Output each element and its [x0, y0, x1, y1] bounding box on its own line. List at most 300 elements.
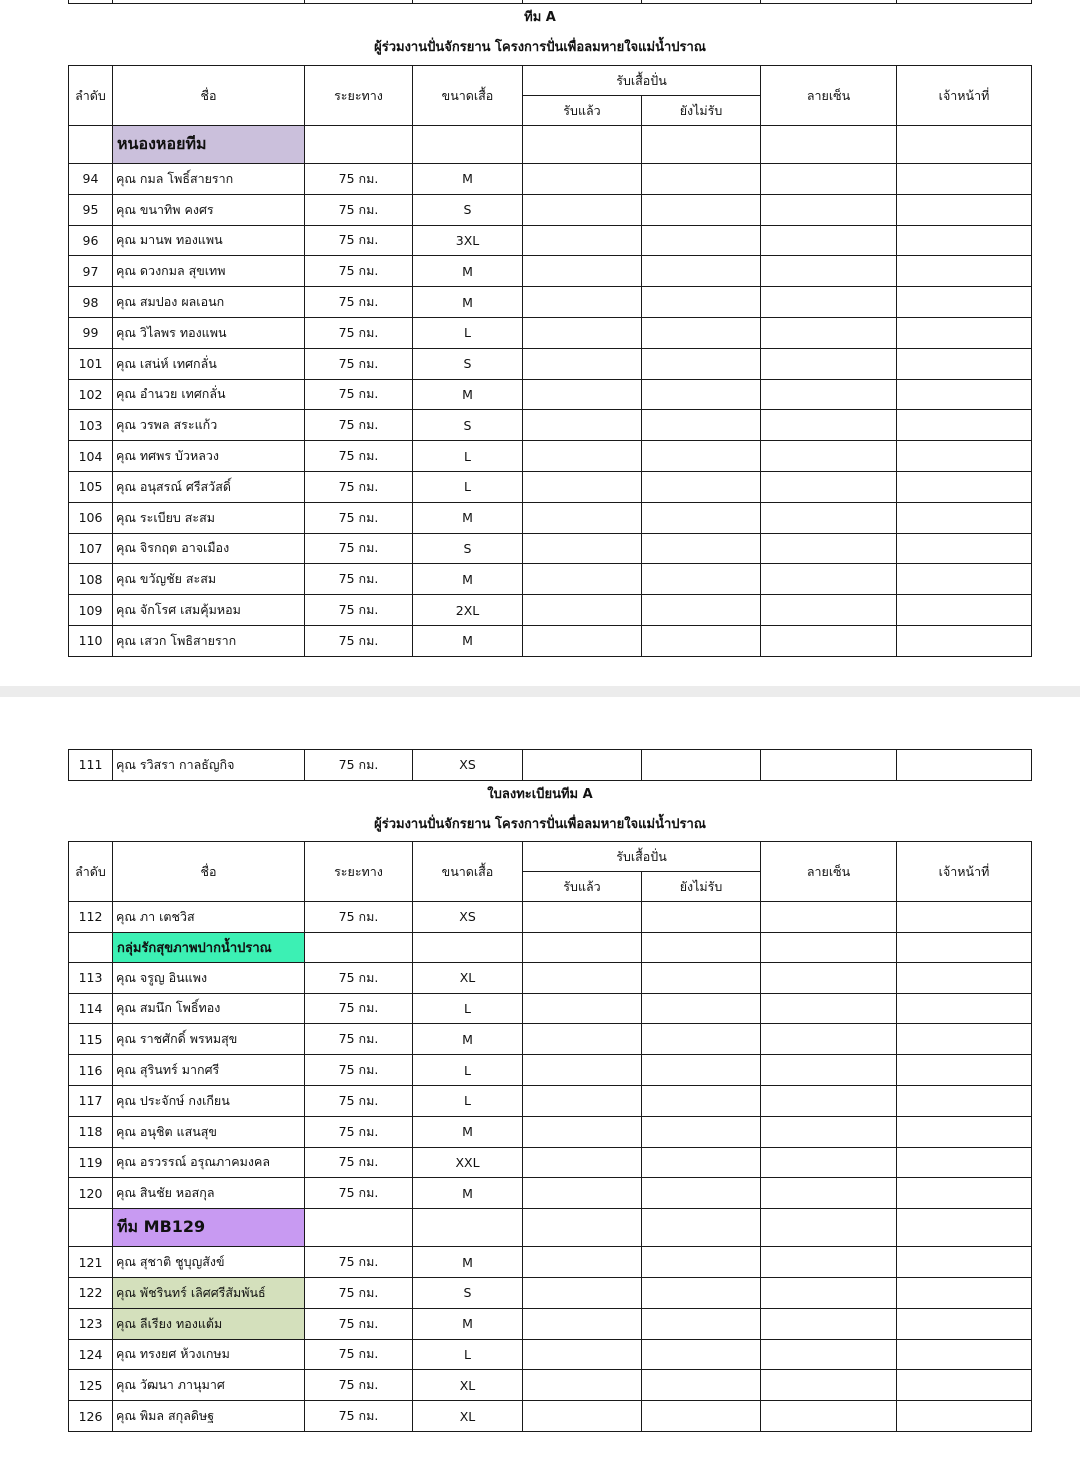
row-no: 117	[69, 1085, 113, 1116]
row-name: คุณ วัฒนา ภานุมาศ	[113, 1370, 305, 1401]
not-received-cell[interactable]	[642, 348, 761, 379]
row-name: คุณ เสวก โพธิสายราก	[113, 625, 305, 656]
table-row	[69, 1277, 1032, 1308]
staff-cell[interactable]	[897, 1024, 1032, 1055]
signature-cell[interactable]	[761, 1085, 897, 1116]
row-size: S	[413, 410, 523, 441]
received-cell[interactable]	[523, 902, 642, 933]
row-name: คุณ ลีเรียง ทองแต้ม	[113, 1308, 305, 1339]
staff-cell[interactable]	[897, 1370, 1032, 1401]
group-label: กลุ่มรักสุขภาพปากน้ำปราณ	[113, 932, 305, 962]
row-no: 103	[69, 410, 113, 441]
received-cell[interactable]	[523, 1024, 642, 1055]
row-no: 105	[69, 471, 113, 502]
row-distance: 75 กม.	[305, 502, 413, 533]
row-no: 94	[69, 164, 113, 195]
received-cell[interactable]	[523, 256, 642, 287]
received-cell[interactable]	[523, 1116, 642, 1147]
received-cell[interactable]	[523, 533, 642, 564]
staff-cell[interactable]	[897, 902, 1032, 933]
received-cell[interactable]	[523, 1247, 642, 1278]
signature-cell[interactable]	[761, 993, 897, 1024]
row-name: คุณ รวิสรา กาลธัญกิจ	[113, 750, 305, 781]
staff-cell[interactable]	[897, 225, 1032, 256]
staff-cell[interactable]	[897, 564, 1032, 595]
row-no: 101	[69, 348, 113, 379]
row-no: 116	[69, 1055, 113, 1086]
table-row	[69, 1178, 1032, 1209]
not-received-cell[interactable]	[642, 1277, 761, 1308]
row-distance: 75 กม.	[305, 1277, 413, 1308]
not-received-cell[interactable]	[642, 194, 761, 225]
table-row	[69, 595, 1032, 626]
not-received-cell[interactable]	[642, 256, 761, 287]
row-distance: 75 กม.	[305, 962, 413, 993]
not-received-cell[interactable]	[642, 1370, 761, 1401]
header-name: ชื่อ	[113, 842, 305, 902]
row-distance: 75 กม.	[305, 410, 413, 441]
row-no: 110	[69, 625, 113, 656]
received-cell[interactable]	[523, 1277, 642, 1308]
staff-cell[interactable]	[897, 993, 1032, 1024]
row-name: คุณ ระเบียบ สะสม	[113, 502, 305, 533]
signature-cell[interactable]	[761, 533, 897, 564]
received-cell[interactable]	[523, 962, 642, 993]
staff-cell[interactable]	[897, 1277, 1032, 1308]
sheet-title: ใบลงทะเบียนทีม A	[487, 787, 593, 802]
received-cell[interactable]	[523, 441, 642, 472]
table-row	[69, 441, 1032, 472]
signature-cell[interactable]	[761, 1116, 897, 1147]
row-name: คุณ ประจักษ์ กงเกียน	[113, 1085, 305, 1116]
row-distance: 75 กม.	[305, 750, 413, 781]
row-no: 119	[69, 1147, 113, 1178]
row-size: L	[413, 993, 523, 1024]
row-size: M	[413, 1116, 523, 1147]
row-size: M	[413, 379, 523, 410]
signature-cell[interactable]	[761, 194, 897, 225]
row-size: XXL	[413, 1147, 523, 1178]
header-distance: ระยะทาง	[305, 66, 413, 126]
row-name: คุณ สมนึก โพธิ์ทอง	[113, 993, 305, 1024]
row-distance: 75 กม.	[305, 164, 413, 195]
not-received-cell[interactable]	[642, 441, 761, 472]
not-received-cell[interactable]	[642, 993, 761, 1024]
row-no: 111	[69, 750, 113, 781]
signature-cell[interactable]	[761, 1247, 897, 1278]
row-no: 96	[69, 225, 113, 256]
row-size: L	[413, 1339, 523, 1370]
received-cell[interactable]	[523, 1339, 642, 1370]
staff-cell[interactable]	[897, 1085, 1032, 1116]
row-name: คุณ อำนวย เทศกลั่น	[113, 379, 305, 410]
staff-cell[interactable]	[897, 1339, 1032, 1370]
table-row	[69, 750, 1032, 781]
group-row	[69, 126, 1032, 164]
row-distance: 75 กม.	[305, 902, 413, 933]
row-distance: 75 กม.	[305, 1308, 413, 1339]
row-distance: 75 กม.	[305, 1370, 413, 1401]
row-size: L	[413, 317, 523, 348]
table-row	[69, 471, 1032, 502]
staff-cell[interactable]	[897, 164, 1032, 195]
staff-cell[interactable]	[897, 1116, 1032, 1147]
row-distance: 75 กม.	[305, 1401, 413, 1432]
row-size: M	[413, 502, 523, 533]
not-received-cell[interactable]	[642, 317, 761, 348]
row-distance: 75 กม.	[305, 379, 413, 410]
row-distance: 75 กม.	[305, 287, 413, 318]
signature-cell[interactable]	[761, 564, 897, 595]
table-row	[69, 564, 1032, 595]
header-signature: ลายเซ็น	[761, 66, 897, 126]
not-received-cell[interactable]	[642, 750, 761, 781]
header-name: ชื่อ	[113, 66, 305, 126]
received-cell[interactable]	[523, 225, 642, 256]
row-name: คุณ จิรกฤต อาจเมือง	[113, 533, 305, 564]
row-name: คุณ อนุสรณ์ ศรีสวัสดิ์	[113, 471, 305, 502]
received-cell[interactable]	[523, 1178, 642, 1209]
row-distance: 75 กม.	[305, 1055, 413, 1086]
table-row	[69, 410, 1032, 441]
row-name: คุณ เสน่ห์ เทศกลั่น	[113, 348, 305, 379]
table-row	[69, 533, 1032, 564]
signature-cell[interactable]	[761, 348, 897, 379]
row-size: XS	[413, 902, 523, 933]
received-cell[interactable]	[523, 1147, 642, 1178]
page-subtitle: ผู้ร่วมงานปั่นจักรยาน โครงการปั่นเพื่อลมหายใจแม่น้ำปราณ	[374, 817, 706, 832]
row-size: XL	[413, 1401, 523, 1432]
table-row	[69, 348, 1032, 379]
signature-cell[interactable]	[761, 1277, 897, 1308]
header-staff: เจ้าหน้าที่	[897, 66, 1032, 126]
header-no: ลำดับ	[69, 842, 113, 902]
signature-cell[interactable]	[761, 1147, 897, 1178]
staff-cell[interactable]	[897, 256, 1032, 287]
row-no: 113	[69, 962, 113, 993]
row-size: S	[413, 348, 523, 379]
table-row	[69, 902, 1032, 933]
received-cell[interactable]	[523, 595, 642, 626]
registration-sheet-page-1	[0, 0, 1080, 686]
staff-cell[interactable]	[897, 1055, 1032, 1086]
header-staff: เจ้าหน้าที่	[897, 842, 1032, 902]
row-no: 125	[69, 1370, 113, 1401]
staff-cell[interactable]	[897, 1401, 1032, 1432]
not-received-cell[interactable]	[642, 1178, 761, 1209]
row-size: 3XL	[413, 225, 523, 256]
received-cell[interactable]	[523, 750, 642, 781]
row-size: XL	[413, 1370, 523, 1401]
signature-cell[interactable]	[761, 595, 897, 626]
signature-cell[interactable]	[761, 379, 897, 410]
table-row	[69, 625, 1032, 656]
table-row	[69, 164, 1032, 195]
row-no: 124	[69, 1339, 113, 1370]
row-name: คุณ สุรินทร์ มากศรี	[113, 1055, 305, 1086]
received-cell[interactable]	[523, 625, 642, 656]
not-received-cell[interactable]	[642, 1401, 761, 1432]
row-name: คุณ สมปอง ผลเอนก	[113, 287, 305, 318]
not-received-cell[interactable]	[642, 164, 761, 195]
row-name: คุณ ทศพร บัวหลวง	[113, 441, 305, 472]
signature-cell[interactable]	[761, 225, 897, 256]
signature-cell[interactable]	[761, 625, 897, 656]
not-received-cell[interactable]	[642, 379, 761, 410]
signature-cell[interactable]	[761, 1401, 897, 1432]
not-received-cell[interactable]	[642, 564, 761, 595]
row-name: คุณ ทรงยศ ห้วงเกษม	[113, 1339, 305, 1370]
not-received-cell[interactable]	[642, 533, 761, 564]
signature-cell[interactable]	[761, 317, 897, 348]
header-shirt-size: ขนาดเสื้อ	[413, 66, 523, 126]
signature-cell[interactable]	[761, 164, 897, 195]
received-cell[interactable]	[523, 1370, 642, 1401]
row-size: L	[413, 1055, 523, 1086]
staff-cell[interactable]	[897, 502, 1032, 533]
row-distance: 75 กม.	[305, 1178, 413, 1209]
row-distance: 75 กม.	[305, 625, 413, 656]
not-received-cell[interactable]	[642, 1024, 761, 1055]
row-name: คุณ จักโรศ เสมคุ้มหอม	[113, 595, 305, 626]
not-received-cell[interactable]	[642, 225, 761, 256]
table-row	[69, 1085, 1032, 1116]
not-received-cell[interactable]	[642, 1085, 761, 1116]
row-size: M	[413, 625, 523, 656]
header-received: รับแล้ว	[523, 96, 642, 126]
received-cell[interactable]	[523, 1401, 642, 1432]
row-distance: 75 กม.	[305, 1147, 413, 1178]
received-cell[interactable]	[523, 348, 642, 379]
received-cell[interactable]	[523, 471, 642, 502]
staff-cell[interactable]	[897, 1178, 1032, 1209]
row-size: M	[413, 1308, 523, 1339]
row-no: 126	[69, 1401, 113, 1432]
staff-cell[interactable]	[897, 625, 1032, 656]
row-distance: 75 กม.	[305, 1116, 413, 1147]
received-cell[interactable]	[523, 1085, 642, 1116]
row-distance: 75 กม.	[305, 1339, 413, 1370]
row-no: 98	[69, 287, 113, 318]
received-cell[interactable]	[523, 502, 642, 533]
not-received-cell[interactable]	[642, 471, 761, 502]
not-received-cell[interactable]	[642, 625, 761, 656]
row-no: 107	[69, 533, 113, 564]
page-subtitle: ผู้ร่วมงานปั่นจักรยาน โครงการปั่นเพื่อลมหายใจแม่น้ำปราณ	[374, 40, 706, 55]
staff-cell[interactable]	[897, 441, 1032, 472]
carryover-row-table	[68, 749, 1032, 781]
received-cell[interactable]	[523, 410, 642, 441]
staff-cell[interactable]	[897, 1147, 1032, 1178]
received-cell[interactable]	[523, 379, 642, 410]
signature-cell[interactable]	[761, 410, 897, 441]
signature-cell[interactable]	[761, 502, 897, 533]
row-name: คุณ จรูญ อินแพง	[113, 962, 305, 993]
header-distance: ระยะทาง	[305, 842, 413, 902]
not-received-cell[interactable]	[642, 962, 761, 993]
staff-cell[interactable]	[897, 750, 1032, 781]
row-distance: 75 กม.	[305, 1024, 413, 1055]
row-no: 102	[69, 379, 113, 410]
staff-cell[interactable]	[897, 317, 1032, 348]
row-name: คุณ กมล โพธิ์สายราก	[113, 164, 305, 195]
row-name: คุณ พัชรินทร์ เลิศศรีสัมพันธ์	[113, 1277, 305, 1308]
row-no: 120	[69, 1178, 113, 1209]
staff-cell[interactable]	[897, 194, 1032, 225]
not-received-cell[interactable]	[642, 595, 761, 626]
row-size: M	[413, 1024, 523, 1055]
row-size: M	[413, 287, 523, 318]
header-receive-shirt: รับเสื้อปั่น	[523, 842, 761, 872]
row-name: คุณ ราชศักดิ์ พรหมสุข	[113, 1024, 305, 1055]
not-received-cell[interactable]	[642, 1247, 761, 1278]
row-distance: 75 กม.	[305, 471, 413, 502]
not-received-cell[interactable]	[642, 502, 761, 533]
previous-table-edge	[68, 0, 1032, 4]
staff-cell[interactable]	[897, 595, 1032, 626]
signature-cell[interactable]	[761, 1024, 897, 1055]
not-received-cell[interactable]	[642, 410, 761, 441]
signature-cell[interactable]	[761, 750, 897, 781]
header-signature: ลายเซ็น	[761, 842, 897, 902]
row-name: คุณ พิมล สกุลดิษฐ	[113, 1401, 305, 1432]
row-size: S	[413, 533, 523, 564]
signature-cell[interactable]	[761, 256, 897, 287]
table-row	[69, 379, 1032, 410]
staff-cell[interactable]	[897, 1247, 1032, 1278]
not-received-cell[interactable]	[642, 287, 761, 318]
not-received-cell[interactable]	[642, 1116, 761, 1147]
row-distance: 75 กม.	[305, 317, 413, 348]
received-cell[interactable]	[523, 287, 642, 318]
signature-cell[interactable]	[761, 1370, 897, 1401]
row-no: 122	[69, 1277, 113, 1308]
header-no: ลำดับ	[69, 66, 113, 126]
not-received-cell[interactable]	[642, 1147, 761, 1178]
row-size: 2XL	[413, 595, 523, 626]
table-row	[69, 1308, 1032, 1339]
not-received-cell[interactable]	[642, 1308, 761, 1339]
row-no: 104	[69, 441, 113, 472]
group-label: หนองหอยทีม	[113, 126, 305, 164]
staff-cell[interactable]	[897, 348, 1032, 379]
row-name: คุณ อนุชิต แสนสุข	[113, 1116, 305, 1147]
row-size: L	[413, 1085, 523, 1116]
signature-cell[interactable]	[761, 1308, 897, 1339]
table-row	[69, 1370, 1032, 1401]
table-row	[69, 287, 1032, 318]
table-row	[69, 256, 1032, 287]
signature-cell[interactable]	[761, 471, 897, 502]
signature-cell[interactable]	[761, 1339, 897, 1370]
received-cell[interactable]	[523, 164, 642, 195]
row-size: M	[413, 1247, 523, 1278]
table-row	[69, 1401, 1032, 1432]
row-distance: 75 กม.	[305, 993, 413, 1024]
signature-cell[interactable]	[761, 1055, 897, 1086]
table-row	[69, 1147, 1032, 1178]
row-size: S	[413, 194, 523, 225]
row-name: คุณ ดวงกมล สุขเทพ	[113, 256, 305, 287]
staff-cell[interactable]	[897, 379, 1032, 410]
row-name: คุณ ภา เตชวิส	[113, 902, 305, 933]
row-no: 112	[69, 902, 113, 933]
received-cell[interactable]	[523, 1055, 642, 1086]
received-cell[interactable]	[523, 993, 642, 1024]
row-size: XL	[413, 962, 523, 993]
table-row	[69, 225, 1032, 256]
group-label: ทีม MB129	[113, 1209, 305, 1247]
signature-cell[interactable]	[761, 441, 897, 472]
row-no: 97	[69, 256, 113, 287]
row-no: 123	[69, 1308, 113, 1339]
row-distance: 75 กม.	[305, 225, 413, 256]
row-name: คุณ มานพ ทองแพน	[113, 225, 305, 256]
staff-cell[interactable]	[897, 410, 1032, 441]
page-break	[0, 686, 1080, 697]
signature-cell[interactable]	[761, 962, 897, 993]
staff-cell[interactable]	[897, 1308, 1032, 1339]
not-received-cell[interactable]	[642, 902, 761, 933]
table-row	[69, 194, 1032, 225]
row-no: 115	[69, 1024, 113, 1055]
received-cell[interactable]	[523, 1308, 642, 1339]
row-no: 108	[69, 564, 113, 595]
received-cell[interactable]	[523, 564, 642, 595]
registration-table-2	[68, 841, 1032, 1432]
staff-cell[interactable]	[897, 287, 1032, 318]
row-no: 109	[69, 595, 113, 626]
signature-cell[interactable]	[761, 287, 897, 318]
header-received: รับแล้ว	[523, 872, 642, 902]
group-row	[69, 1209, 1032, 1247]
registration-table-1	[68, 65, 1032, 657]
row-no: 121	[69, 1247, 113, 1278]
staff-cell[interactable]	[897, 471, 1032, 502]
row-distance: 75 กม.	[305, 595, 413, 626]
row-no: 118	[69, 1116, 113, 1147]
staff-cell[interactable]	[897, 962, 1032, 993]
not-received-cell[interactable]	[642, 1339, 761, 1370]
row-distance: 75 กม.	[305, 441, 413, 472]
header-shirt-size: ขนาดเสื้อ	[413, 842, 523, 902]
table-row	[69, 1116, 1032, 1147]
row-size: L	[413, 441, 523, 472]
header-not-received: ยังไม่รับ	[642, 96, 761, 126]
row-no: 114	[69, 993, 113, 1024]
table-row	[69, 1339, 1032, 1370]
signature-cell[interactable]	[761, 902, 897, 933]
received-cell[interactable]	[523, 194, 642, 225]
row-name: คุณ สุชาติ ชูบุญสังข์	[113, 1247, 305, 1278]
received-cell[interactable]	[523, 317, 642, 348]
staff-cell[interactable]	[897, 533, 1032, 564]
row-no: 95	[69, 194, 113, 225]
row-size: L	[413, 471, 523, 502]
registration-sheet-page-2	[0, 697, 1080, 1457]
row-distance: 75 กม.	[305, 533, 413, 564]
table-row	[69, 1247, 1032, 1278]
not-received-cell[interactable]	[642, 1055, 761, 1086]
table-row	[69, 993, 1032, 1024]
signature-cell[interactable]	[761, 1178, 897, 1209]
row-size: M	[413, 564, 523, 595]
table-row	[69, 317, 1032, 348]
row-no: 106	[69, 502, 113, 533]
row-distance: 75 กม.	[305, 1085, 413, 1116]
header-not-received: ยังไม่รับ	[642, 872, 761, 902]
row-name: คุณ วิไลพร ทองแพน	[113, 317, 305, 348]
